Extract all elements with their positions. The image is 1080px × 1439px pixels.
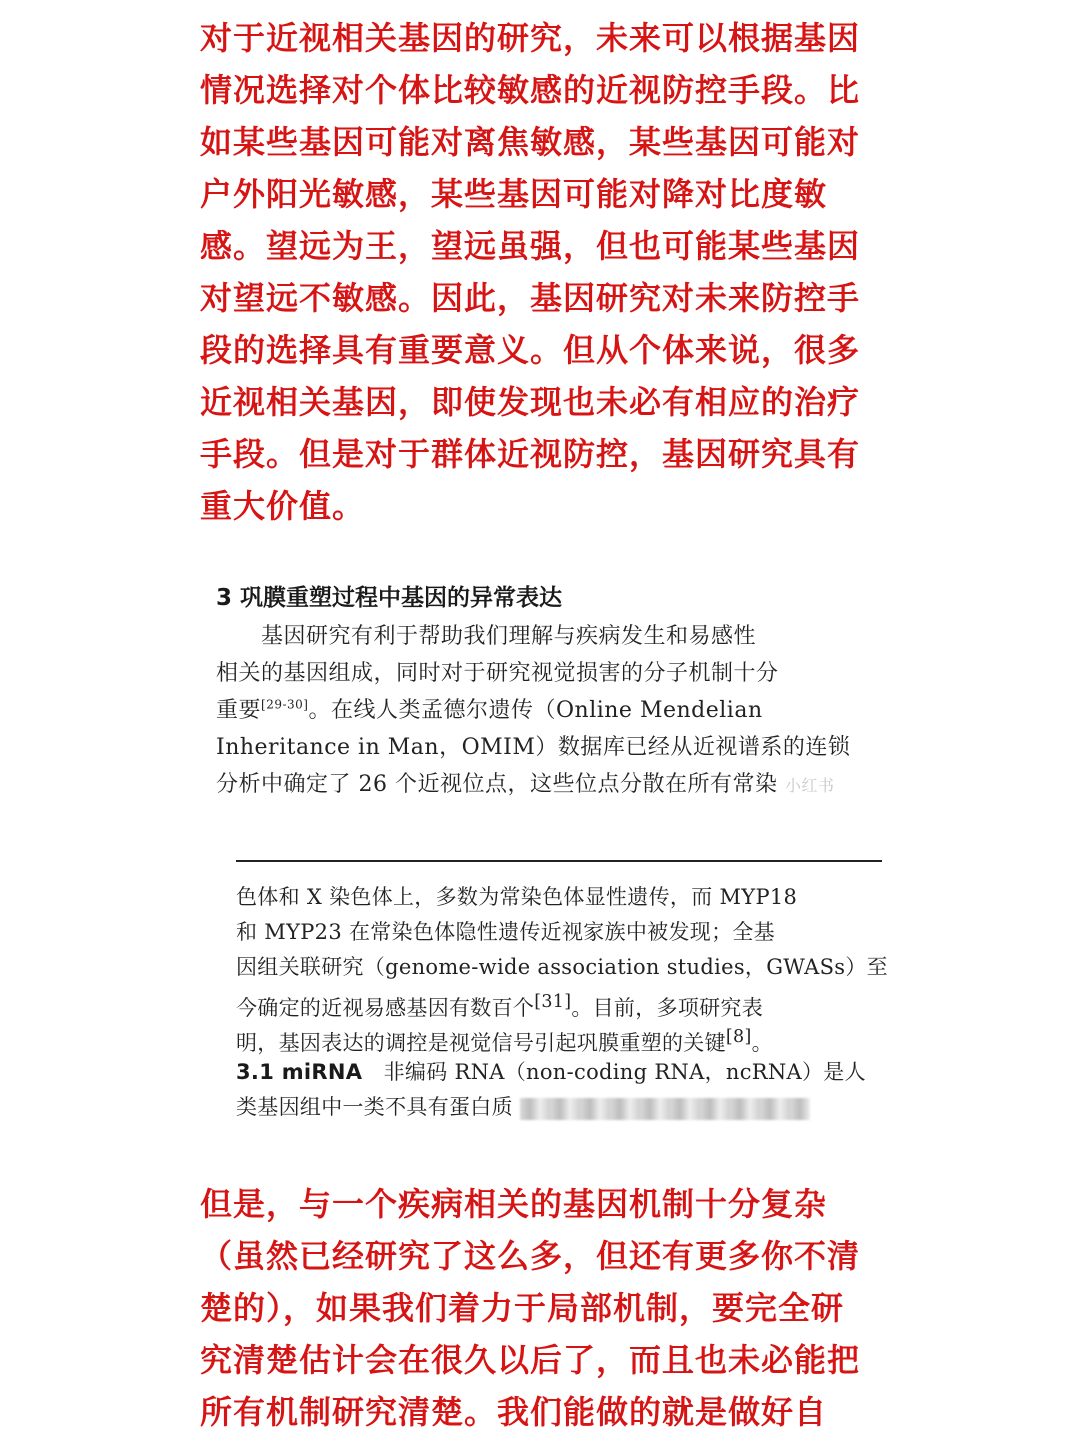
citation-ref: [8]	[725, 1027, 752, 1047]
paper-text: 分析中确定了 26 个近视位点，这些位点分散在所有常染	[216, 772, 778, 797]
paper-line: 色体和 X 染色体上，多数为常染色体显性遗传，而 MYP18	[236, 885, 798, 909]
commentary-line: 感。望远为王，望远虽强，但也可能某些基因	[200, 227, 861, 265]
paper-text: 非编码 RNA（non-coding RNA，ncRNA）是人	[362, 1060, 866, 1084]
commentary-line: 对于近视相关基因的研究，未来可以根据基因	[200, 19, 861, 57]
commentary-line: 究清楚估计会在很久以后了，而且也未必能把	[200, 1341, 861, 1379]
paper-line	[236, 985, 882, 1020]
commentary-line: 所有机制研究清楚。我们能做的就是做好自	[200, 1393, 828, 1431]
commentary-line: 近视相关基因，即使发现也未必有相应的治疗	[200, 383, 861, 421]
paper-line	[216, 766, 882, 803]
citation-ref: [31]	[534, 992, 572, 1012]
commentary-line: 重大价值。	[200, 487, 366, 525]
commentary-bottom	[200, 1178, 890, 1438]
section-heading: 3 巩膜重塑过程中基因的异常表达	[216, 585, 563, 611]
paper-text: 重要	[216, 698, 262, 723]
commentary-top	[200, 12, 890, 532]
column-divider	[236, 860, 882, 862]
commentary-line: 楚的），如果我们着力于局部机制，要完全研	[200, 1289, 845, 1327]
subsection-heading: 3.1 miRNA	[236, 1060, 363, 1084]
paper-text: 。	[751, 1031, 773, 1055]
commentary-line: 但是，与一个疾病相关的基因机制十分复杂	[200, 1185, 828, 1223]
paper-line: 因组关联研究（genome-wide association studies，GWASs）至	[236, 955, 888, 979]
commentary-line: 段的选择具有重要意义。但从个体来说，很多	[200, 331, 861, 369]
blurred-region	[520, 1098, 810, 1120]
paper-excerpt-bottom	[236, 880, 888, 1125]
watermark: 小红书	[784, 776, 835, 795]
commentary-line: 手段。但是对于群体近视防控，基因研究具有	[200, 435, 861, 473]
paper-line	[236, 1055, 882, 1090]
citation-ref: [29-30]	[261, 697, 309, 712]
paper-line: 和 MYP23 在常染色体隐性遗传近视家族中被发现；全基	[236, 920, 775, 944]
paper-line: 基因研究有利于帮助我们理解与疾病发生和易感性	[216, 624, 757, 649]
commentary-line: 对望远不敏感。因此，基因研究对未来防控手	[200, 279, 861, 317]
paper-text: 今确定的近视易感基因有数百个	[236, 996, 535, 1020]
paper-text: 。在线人类孟德尔遗传（Online Mendelian	[308, 698, 763, 723]
commentary-line: 如某些基因可能对离焦敏感，某些基因可能对	[200, 123, 861, 161]
paper-text: 。目前，多项研究表	[571, 996, 764, 1020]
paper-text: 类基因组中一类不具有蛋白质	[236, 1095, 513, 1119]
paper-line	[236, 1090, 882, 1125]
paper-text: 明，基因表达的调控是视觉信号引起巩膜重塑的关键	[236, 1031, 726, 1055]
paper-excerpt-top	[216, 578, 882, 803]
paper-line	[216, 692, 882, 729]
commentary-line: 情况选择对个体比较敏感的近视防控手段。比	[200, 71, 861, 109]
paper-line: Inheritance in Man，OMIM）数据库已经从近视谱系的连锁	[216, 735, 851, 760]
paper-line	[236, 1020, 882, 1055]
commentary-line: （虽然已经研究了这么多，但还有更多你不清	[200, 1237, 861, 1275]
paper-line: 相关的基因组成，同时对于研究视觉损害的分子机制十分	[216, 661, 779, 686]
commentary-line: 户外阳光敏感，某些基因可能对降对比度敏	[200, 175, 828, 213]
